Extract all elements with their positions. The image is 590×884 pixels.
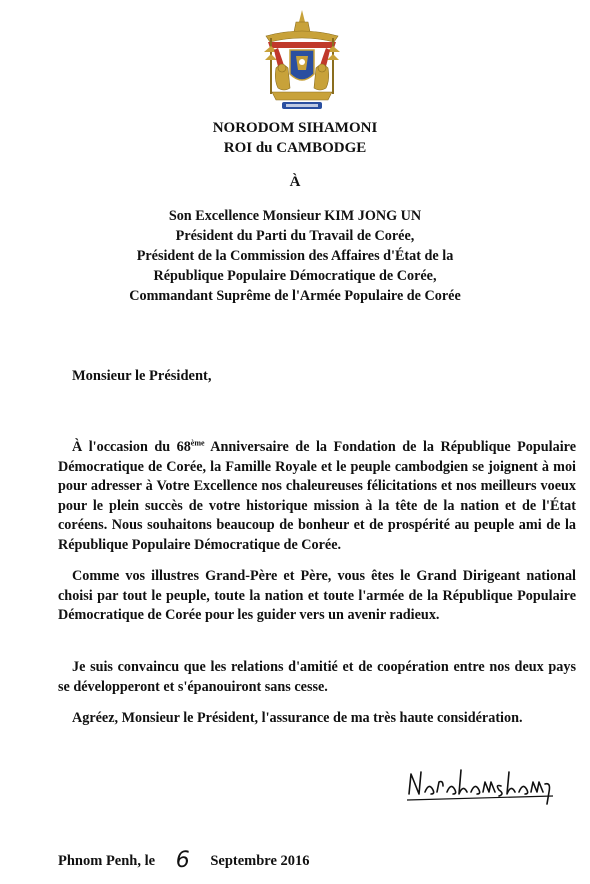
recipient-block xyxy=(0,206,590,306)
p4-text: Agréez, Monsieur le Président, l'assurance de ma très haute considération. xyxy=(72,710,523,726)
p3-text: Je suis convaincu que les relations d'amitié et de coopération entre nos deux pays se développeront et s'épanouiront sans cesse. xyxy=(58,659,576,695)
sender-name: NORODOM SIHAMONI xyxy=(212,120,378,136)
p2-text: Comme vos illustres Grand-Père et Père, vous êtes le Grand Dirigeant national choisi par tout le peuple, toute la nation et toute l'armée de la République Populaire Démocratique de Corée pour les guider vers un avenir radieux. xyxy=(58,568,576,623)
month-year: Septembre 2016 xyxy=(210,853,310,869)
handwritten-day: 6 xyxy=(175,848,190,873)
p1-text-rest: Anniversaire de la Fondation de la République Populaire Démocratique de Corée, la Famille Royale et le peuple cambodgien se joignent à moi pour adresser à Votre Excellence nos chaleureuses félicitations et nos meilleurs voeux pour le plein succès de votre historique mission à la tête de la nation et de l'État coréens. Nous souhaitons beaucoup de bonheur et de prospérité au peuple ami de la République Populaire Démocratique de Corée. xyxy=(58,439,577,553)
p1-superscript: ème xyxy=(190,438,205,448)
place-date xyxy=(58,846,310,871)
recipient-line: Commandant Suprême de l'Armée Populaire de Corée xyxy=(129,288,461,304)
paragraph-1 xyxy=(58,438,576,555)
sender-block xyxy=(0,118,590,158)
handwritten-signature xyxy=(405,764,555,806)
paragraph-3 xyxy=(58,658,576,697)
recipient-prefix: À xyxy=(289,174,301,190)
place-prefix: Phnom Penh, le xyxy=(58,853,156,869)
recipient-line: Président du Parti du Travail de Corée, xyxy=(175,228,415,244)
paragraph-2 xyxy=(58,567,576,626)
recipient-line: République Populaire Démocratique de Corée, xyxy=(153,268,437,284)
cambodian-royal-coat-of-arms-icon xyxy=(256,8,348,110)
recipient-line: Son Excellence Monsieur KIM JONG UN xyxy=(168,208,422,224)
sender-title: ROI du CAMBODGE xyxy=(223,140,367,156)
salutation: Monsieur le Président, xyxy=(72,368,212,384)
recipient-line: Président de la Commission des Affaires d'État de la xyxy=(136,248,454,264)
paragraph-4 xyxy=(58,709,576,729)
p1-text-start: À l'occasion du 68 xyxy=(72,439,191,455)
